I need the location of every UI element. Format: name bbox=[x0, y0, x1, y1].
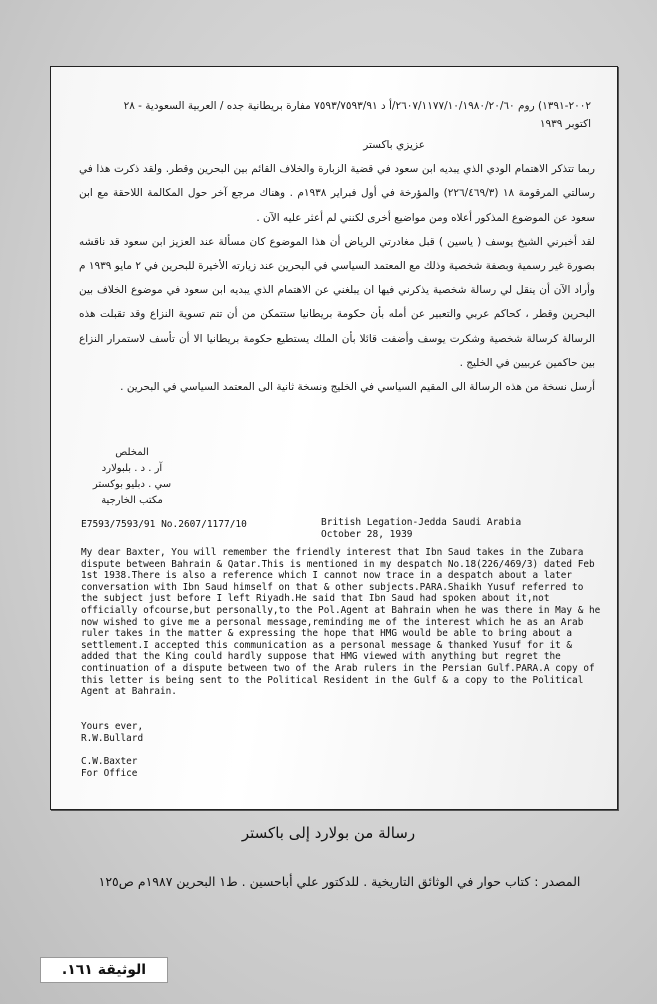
letter-page bbox=[50, 66, 618, 810]
arabic-signature-line: المخلص bbox=[115, 447, 149, 458]
arabic-translation-body bbox=[79, 133, 595, 399]
arabic-paragraph: أرسل نسخة من هذه الرسالة الى المقيم السياسي في الخليج ونسخة ثانية الى المعتمد السياسي في البحرين . bbox=[120, 381, 595, 394]
english-recipient-line: C.W.Baxter bbox=[81, 756, 138, 768]
english-closing-block bbox=[81, 721, 605, 779]
english-legation: British Legation-Jedda Saudi Arabia bbox=[321, 517, 522, 528]
english-date: October 28, 1939 bbox=[321, 529, 413, 540]
arabic-signature-line: آر . د . بلبولارد bbox=[101, 463, 163, 474]
arabic-paragraph: لقد أخبرني الشيخ يوسف ( ياسين ) قبل مغادرتي الرياض أن هذا الموضوع كان مسألة عند العزيز ابن سعود قد ناقشه بصورة غير رسمية وبصفة شخصية وذلك مع المعتمد السياسي في البحرين عند زيارته الأخيرة للبحرين في ٢ مايو ١٩٣٩ م وأراد الآن أن ينقل لي رسالة شخصية يذكرني فيها ان يبلغني عن الاهتمام الذي يبديه ابن سعود في موضوع الخلاف بين البحرين وقطر ، كحاكم عربي والتعبير عن أمله بأن حكومة بريطانيا ستتمكن من أن تتم تسوية النزاع وقد تقبلت هذه الرسالة كرسالة شخصية وشكرت يوسف وأضفت قائلا بأن الملك يستطيع حكومة بريطانيا الا أن تأسف لاستمرار النزاع بين حاكمين عربيين في الخليج . bbox=[79, 235, 595, 369]
figure-caption: رسالة من بولارد إلى باكستر bbox=[241, 824, 416, 842]
english-reference-number: E7593/7593/91 No.2607/1177/10 bbox=[81, 519, 247, 530]
arabic-reference-header: ٢٠٠٢-١٣٩١) روم ٢٦٠٧/١١٧٧/١٠/١٩٨٠/٢٠/٦٠/أ د ٧٥٩٣/٧٥٩٣/٩١ مفارة بريطانية جده / العربية السعودية - ٢٨ اكتوبر ١٩٣٩ bbox=[123, 100, 591, 130]
document-number-label: الوثيقة ١٦١. bbox=[40, 957, 168, 983]
english-header bbox=[81, 517, 605, 547]
english-closing-line: Yours ever, bbox=[81, 721, 144, 732]
english-recipient-line: For Office bbox=[81, 767, 138, 779]
english-signature: R.W.Bullard bbox=[81, 732, 144, 744]
english-letter-text: My dear Baxter, You will remember the friendly interest that Ibn Saud takes in the Zubara dispute between Bahrain & Qatar.This is mentioned in my despatch No.18(226/469/3) dated Feb 1st 1938.There is also a reference which I cannot now trace in a despatch about a later conversation with Ibn Saud himself on that & other subjects.PARA.Shaikh Yusuf referred to the subject just before I left Riyadh.He said that Ibn Saud had spoken about it,not officially ofcourse,but personally,to the Pol.Agent at Bahrain when he was there in May & he now wished to give me a personal message,reminding me of the interest which he as an Arab ruler takes in the matter & expressing the hope that HMG would be able to bring about a settlement.I accepted this communication as a personal message & thanked Yusuf for it & added that the King could hardly suppose that HMG viewed with anything but regret the continuation of a dispute between two of the Arab rulers in the Persian Gulf.PARA.A copy of this letter is being sent to the Political Resident in the Gulf & a copy to the Political Agent at Bahrain. bbox=[81, 547, 601, 698]
english-legation-block bbox=[321, 517, 521, 541]
source-citation: المصدر : كتاب حوار في الوثائق التاريخية . للدكتور علي أباحسين . ط١ البحرين ١٩٨٧م ص١٢٥ bbox=[98, 874, 581, 889]
english-letter-body bbox=[81, 547, 605, 698]
arabic-salutation: عزيزي باكستر bbox=[363, 139, 425, 151]
arabic-paragraph: ربما تتذكر الاهتمام الودي الذي يبديه ابن سعود في قضية الزبارة والخلاف القائم بين البحرين وقطر. ولقد ذكرت هذا في رسالتي المرقومة ١٨ (٢٢٦/٤٦٩/٣) والمؤرخة في أول فبراير ١٩٣٨م . وهناك مرجع آخر حول المكالمة اللاحقة مع ابن سعود عن الموضوع المذكور أعلاه ومن مواضيع أخرى لكنني لم أعثر عليه الآن . bbox=[79, 163, 595, 224]
arabic-signature-block bbox=[67, 445, 197, 509]
arabic-signature-line: مكتب الخارجية bbox=[101, 495, 163, 506]
arabic-signature-line: سي . دبليو بوكستر bbox=[92, 479, 172, 490]
